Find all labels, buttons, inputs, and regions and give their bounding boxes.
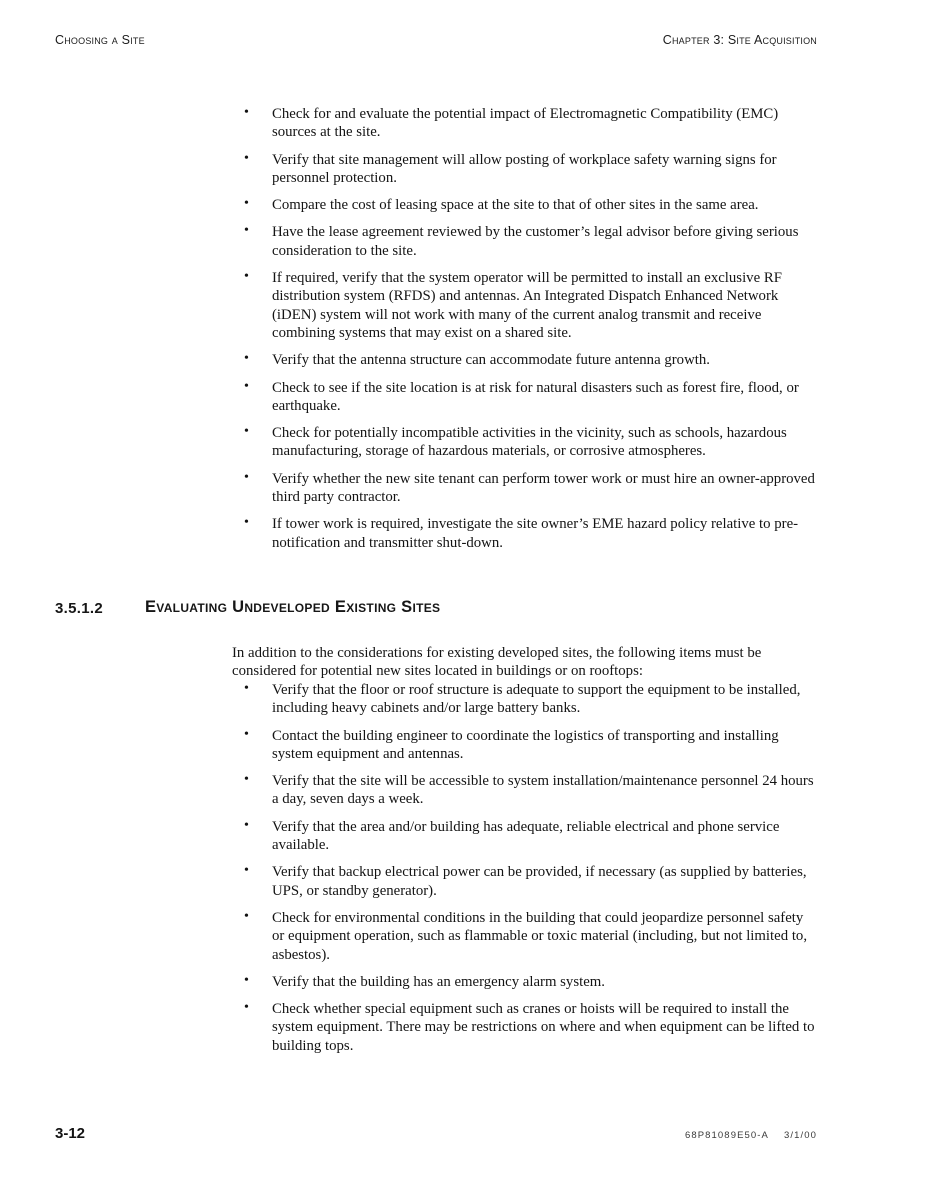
list-item [242, 351, 817, 369]
bullet-icon: • [244, 1000, 249, 1016]
list-item-text: Contact the building engineer to coordinate the logistics of transporting and installing system equipment and antennas. [272, 727, 779, 762]
list-item [242, 818, 817, 855]
list-item [242, 1000, 817, 1055]
list-item-text: Verify that the antenna structure can accommodate future antenna growth. [272, 352, 710, 369]
list-item [242, 909, 817, 964]
list-item [242, 681, 817, 718]
footer-doc-number: 68P81089E50-A [684, 1130, 769, 1141]
list-item-text: Check whether special equipment such as cranes or hoists will be required to install the system equipment. There may be restrictions on where and when equipment can be lifted to building tops. [272, 1001, 815, 1054]
bullet-icon: • [244, 972, 249, 988]
bullet-icon: • [244, 105, 249, 120]
list-item-text: Check for potentially incompatible activities in the vicinity, such as schools, hazardous manufacturing, storage of hazardous materials, or corrosive atmospheres. [272, 425, 787, 460]
running-header [55, 33, 817, 47]
list-item [242, 772, 817, 809]
bullet-icon: • [244, 150, 249, 166]
list-item-text: Check for and evaluate the potential impact of Electromagnetic Compatibility (EMC) sources at the site. [272, 106, 779, 141]
list-item-text: Check to see if the site location is at risk for natural disasters such as forest fire, flood, or earthquake. [272, 379, 799, 414]
bullet-icon: • [244, 726, 249, 742]
bullet-icon: • [244, 351, 249, 367]
list-item [242, 727, 817, 764]
list-item-text: Verify that the site will be accessible to system installation/maintenance personnel 24 hours a day, seven days a week. [272, 773, 814, 808]
list-item-text: Check for environmental conditions in the building that could jeopardize personnel safety or equipment operation, such as flammable or toxic material (including, but not limited to, asbestos). [272, 909, 808, 963]
list-item [242, 223, 817, 260]
footer-page-number: 3-12 [55, 1125, 86, 1142]
list-item-text: Have the lease agreement reviewed by the customer’s legal advisor before giving serious consideration to the site. [272, 224, 799, 259]
section-intro: In addition to the considerations for existing developed sites, the following items must be considered for potential new sites located in buildings or on rooftops: [232, 644, 762, 680]
bullet-icon: • [244, 681, 249, 696]
checklist-undeveloped-sites [242, 681, 822, 1064]
bullet-icon: • [244, 424, 249, 440]
section-number: 3.5.1.2 [55, 600, 103, 617]
list-item [242, 151, 817, 188]
list-item-text: If tower work is required, investigate the site owner’s EME hazard policy relative to pre-notification and transmitter shut-down. [272, 516, 799, 551]
list-item [242, 863, 817, 900]
list-item [242, 379, 817, 416]
list-item-text: Verify that the area and/or building has adequate, reliable electrical and phone service available. [272, 818, 780, 854]
bullet-icon: • [244, 378, 249, 394]
list-item [242, 269, 817, 342]
list-item [242, 470, 817, 507]
list-item-text: Verify that the floor or roof structure is adequate to support the equipment to be installed, including heavy cabinets and/or large battery banks. [272, 682, 801, 717]
list-item [242, 105, 817, 142]
list-item-text: Verify that site management will allow posting of workplace safety warning signs for personnel protection. [272, 151, 777, 186]
list-item-text: If required, verify that the system operator will be permitted to install an exclusive RF distribution system (RFDS) and antennas. An Integrated Dispatch Enhanced Network (iDEN) system will not work with many of the current analog transmit and receive combining systems that may exist on a shared site. [272, 270, 782, 341]
bullet-icon: • [244, 908, 249, 924]
list-item [242, 515, 817, 552]
list-item [242, 196, 817, 214]
running-header-left: Choosing a Site [55, 33, 145, 47]
list-item [242, 973, 817, 991]
bullet-icon: • [244, 269, 249, 285]
bullet-icon: • [244, 469, 249, 485]
list-item-text: Verify whether the new site tenant can perform tower work or must hire an owner-approved third party contractor. [272, 470, 815, 506]
bullet-icon: • [244, 196, 249, 212]
bullet-icon: • [244, 223, 249, 239]
list-item-text: Verify that the building has an emergency alarm system. [272, 973, 605, 990]
bullet-icon: • [244, 863, 249, 879]
bullet-icon: • [244, 772, 249, 788]
list-item-text: Compare the cost of leasing space at the site to that of other sites in the same area. [272, 197, 759, 214]
running-header-right: Chapter 3: Site Acquisition [662, 33, 817, 47]
list-item-text: Verify that backup electrical power can be provided, if necessary (as supplied by batteries, UPS, or standby generator). [272, 864, 807, 899]
footer-date: 3/1/00 [783, 1130, 817, 1141]
checklist-developed-sites [242, 105, 822, 561]
section-title: Evaluating Undeveloped Existing Sites [145, 598, 441, 616]
list-item [242, 424, 817, 461]
footer-right [685, 1130, 817, 1141]
bullet-icon: • [244, 515, 249, 531]
bullet-icon: • [244, 817, 249, 833]
